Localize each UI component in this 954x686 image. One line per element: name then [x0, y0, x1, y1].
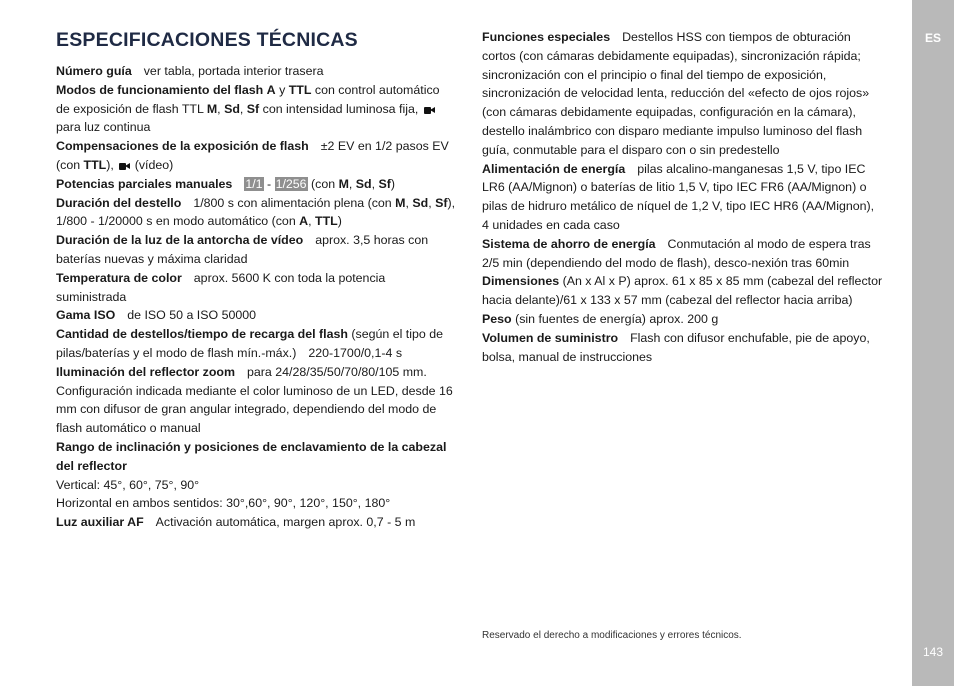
mode-ttl-symbol: TTL	[83, 157, 107, 172]
spec-weight	[482, 310, 884, 329]
spec-term: Volumen de suministro	[482, 330, 619, 345]
mode-a-symbol: A	[299, 214, 309, 229]
spec-value: ver tabla, portada interior trasera	[143, 64, 324, 78]
text-fragment: ,	[405, 195, 413, 210]
spec-term: Gama ISO	[56, 308, 116, 323]
right-column	[482, 28, 884, 366]
spec-supply-scope	[482, 329, 884, 367]
spec-guide-number	[56, 62, 456, 81]
spec-term: Modos de funcionamiento del flash	[56, 82, 264, 97]
mode-m-symbol: M	[338, 176, 349, 191]
spec-term: Duración de la luz de la antorcha de vídeo	[56, 233, 304, 248]
spec-flash-modes	[56, 81, 456, 137]
text-fragment: y	[275, 82, 289, 97]
spec-term: Funciones especiales	[482, 30, 611, 44]
mode-sf-symbol: Sf	[435, 195, 448, 210]
mode-ttl-symbol: TTL	[315, 214, 338, 229]
power-min-badge: 1/1	[245, 176, 263, 191]
spec-value: Conmutación al modo de espera tras 2/5 min (dependiendo del modo de flash), desco-nexión tras 60min	[482, 236, 871, 270]
spec-af-light	[56, 513, 456, 532]
spec-value: aprox. 5600 K con toda la potencia suministrada	[56, 270, 386, 304]
mode-m-symbol: M	[395, 195, 406, 210]
spec-dimensions	[482, 272, 884, 310]
text-fragment: )	[337, 214, 342, 229]
spec-value: (An x Al x P) aprox. 61 x 85 x 85 mm (cabezal del reflector hacia delante)/61 x 133 x 57 mm (cabezal del reflector hacia arriba)	[482, 274, 883, 308]
spec-energy-saving	[482, 235, 884, 273]
spec-value: Activación automática, margen aprox. 0,7 - 5 m	[155, 515, 416, 530]
spec-term: Potencias parciales manuales	[56, 176, 233, 191]
spec-term: Peso	[482, 311, 512, 326]
spec-value: Destellos HSS con tiempos de obturación cortos (con cámaras debidamente equipadas), sincronización rápida; sincronización con el principio o final del tiempo de exposición, sincronización de velocidad lenta, reducción del «efecto de ojos rojos» (con cámaras debidamente equipadas, configuración en la cámara), destello inalámbrico con disparo mediante impulso luminoso del flash guía, conmutable para el disparo con o sin predestello	[482, 30, 870, 157]
spec-recycle	[56, 325, 456, 363]
spec-term: Cantidad de destellos/tiempo de recarga del flash	[56, 327, 348, 342]
spec-iso-range	[56, 306, 456, 325]
spec-value: (sin fuentes de energía) aprox. 200 g	[511, 311, 719, 326]
text-fragment: con control automático de exposición de flash TTL	[56, 82, 440, 116]
mode-m-symbol: M	[206, 101, 218, 116]
spec-partial-power	[56, 175, 456, 194]
text-fragment: ,	[428, 195, 436, 210]
spec-term: Duración del destello	[56, 195, 182, 210]
spec-video-light	[56, 231, 456, 269]
spec-value: 220-1700/0,1-4 s	[308, 345, 403, 360]
text-fragment: ,	[217, 101, 225, 116]
spec-color-temperature	[56, 269, 456, 307]
mode-a-symbol: A	[266, 82, 276, 97]
spec-term: Número guía	[56, 64, 132, 78]
page-title: ESPECIFICACIONES TÉCNICAS	[56, 29, 358, 51]
spec-value: pilas alcalino-manganesas 1,5 V, tipo IEC LR6 (AA/Mignon) o baterías de litio 1,5 V, tipo IEC FR6 (AA/Mignon) o pilas de hidruro metálico de níquel de 1,2 V, tipo IEC HR6 (AA/Mignon), 4 unidades en cada caso	[482, 161, 875, 232]
text-fragment: ,	[239, 101, 247, 116]
mode-sd-symbol: Sd	[355, 176, 372, 191]
spec-tilt	[56, 438, 456, 476]
footnote: Reservado el derecho a modificaciones y errores técnicos.	[482, 630, 742, 641]
spec-exposure-compensation	[56, 137, 456, 175]
mode-sf-symbol: Sf	[378, 176, 391, 191]
spec-special-functions	[482, 28, 884, 160]
text-fragment: para luz continua	[56, 120, 151, 135]
spec-term: Compensaciones de la exposición de flash	[56, 139, 309, 154]
spec-term: Alimentación de energía	[482, 161, 626, 176]
spec-zoom	[56, 363, 456, 438]
text-fragment: (vídeo)	[131, 157, 174, 172]
spec-tilt-vertical: Vertical: 45°, 60°, 75°, 90°	[56, 477, 200, 492]
power-max-badge: 1/256	[275, 176, 307, 191]
text-fragment: ), 1/800 - 1/20000 s en modo automático (con	[56, 195, 456, 229]
mode-ttl-symbol: TTL	[288, 82, 312, 97]
text-fragment: )	[390, 176, 396, 191]
video-camera-icon	[119, 162, 129, 170]
spec-term: Dimensiones	[482, 274, 560, 289]
text-fragment: ,	[371, 176, 379, 191]
spec-flash-duration	[56, 194, 456, 232]
text-fragment: ,	[348, 176, 356, 191]
mode-sf-symbol: Sf	[246, 101, 260, 116]
left-column	[56, 62, 456, 532]
spec-power-supply	[482, 160, 884, 235]
spec-value: aprox. 3,5 horas con baterías nuevas y máxima claridad	[56, 233, 429, 266]
language-sidebar	[912, 0, 954, 686]
spec-value: de ISO 50 a ISO 50000	[127, 308, 257, 323]
text-fragment: -	[263, 176, 275, 191]
spec-value: (según el tipo de pilas/baterías y el modo de flash mín.-máx.)	[56, 327, 444, 360]
text-fragment: 1/800 s con alimentación plena (con	[193, 195, 396, 210]
language-tab: ES	[924, 31, 941, 45]
text-fragment: ±2 EV en 1/2 pasos EV (con	[56, 139, 449, 172]
text-fragment: ),	[106, 157, 118, 172]
spec-value: para 24/28/35/50/70/80/105 mm. Configuración indicada mediante el color luminoso de un LED, desde 16 mm con difusor de gran angular integrado, dependiendo del modo de flash automático o manual	[56, 364, 453, 436]
text-fragment: con intensidad luminosa fija,	[259, 101, 422, 116]
mode-sd-symbol: Sd	[412, 195, 429, 210]
spec-term: Iluminación del reflector zoom	[56, 364, 236, 379]
text-fragment: ,	[308, 214, 315, 229]
spec-value: Flash con difusor enchufable, pie de apoyo, bolsa, manual de instrucciones	[482, 330, 870, 364]
mode-sd-symbol: Sd	[224, 101, 240, 116]
spec-term: Luz auxiliar AF	[56, 515, 144, 530]
spec-term: Temperatura de color	[56, 270, 182, 285]
spec-term: Rango de inclinación y posiciones de enclavamiento de la cabezal del reflector	[56, 439, 447, 473]
video-camera-icon	[424, 106, 434, 114]
page-number: 143	[922, 645, 944, 659]
spec-tilt-horizontal: Horizontal en ambos sentidos: 30°,60°, 90°, 120°, 150°, 180°	[56, 496, 391, 511]
text-fragment: (con	[307, 176, 339, 191]
spec-term: Sistema de ahorro de energía	[482, 236, 656, 251]
